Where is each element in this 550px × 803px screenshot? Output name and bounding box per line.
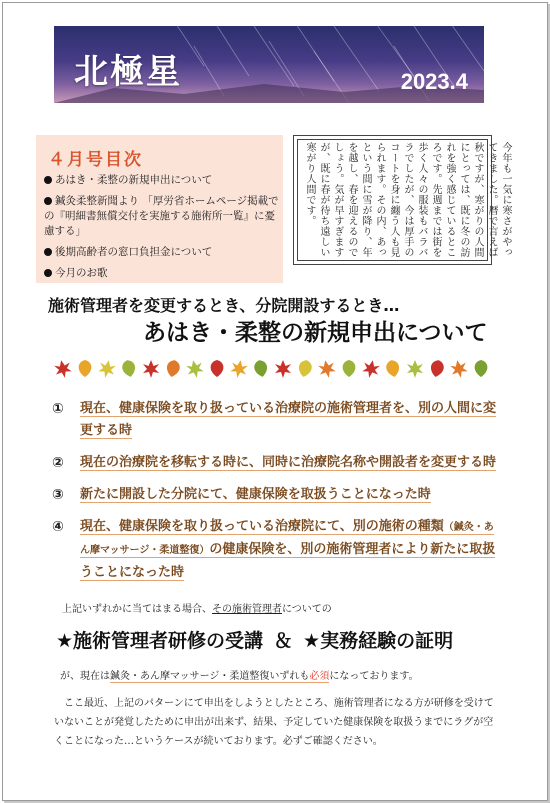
leaf-icon bbox=[475, 360, 488, 377]
case-item: ② 現在の治療院を移転する時に、同時に治療院名称や開設者を変更する時 bbox=[52, 455, 497, 471]
seasonal-column bbox=[293, 135, 511, 265]
article-heading: あはき・柔整の新規申出について bbox=[143, 320, 488, 346]
leaf-icon bbox=[407, 360, 423, 378]
requirements-line bbox=[56, 626, 453, 653]
ampersand: ＆ bbox=[273, 630, 293, 652]
leaf-icon bbox=[429, 359, 445, 378]
condition-note: 上記いずれかに当てはまる場合、その施術管理者についての bbox=[62, 604, 332, 615]
toc-title: ４月号目次 bbox=[48, 150, 143, 170]
leaf-icon bbox=[165, 359, 181, 378]
requirement-experience: ★実務経験の証明 bbox=[303, 630, 454, 652]
toc-item: 鍼灸柔整新聞より 「厚労省ホームページ掲載での『明細書無償交付を実施する施術所一覧』に憂慮する」 bbox=[44, 195, 279, 237]
toc-list bbox=[44, 173, 280, 287]
leaf-icon bbox=[229, 359, 248, 380]
seasonal-column-inner bbox=[297, 139, 511, 261]
toc-item: 今月のお歌 bbox=[44, 266, 280, 281]
must-highlight: 必須 bbox=[309, 671, 330, 682]
newsletter-title: 北極星 bbox=[74, 52, 182, 92]
bullet-icon bbox=[44, 176, 52, 184]
leaf-icon bbox=[185, 359, 204, 380]
leaf-icon bbox=[343, 360, 356, 377]
case-item: ③ 新たに開設した分院にて、健康保険を取扱うことになった時 bbox=[52, 487, 431, 503]
leaf-icon bbox=[449, 359, 468, 380]
leaf-icon bbox=[121, 359, 137, 378]
leaf-icon bbox=[253, 359, 269, 378]
leaf-icon bbox=[385, 359, 401, 378]
seasonal-column-text: 今年も一気に寒さがやってきました。暦で言えば秋ですが、寒がりの人間にとっては、既に冬の訪れを強く感じているところです。先週までは街を歩く人々の服装もバラバラでしたが、今は厚手のコートを身に纏う人も見られます。その内、あっという間に雪が降り、年を越し、春を迎えるのでしょう。気が早すぎますが、既に春が待ち遠しい寒がり人間です。 bbox=[304, 142, 511, 258]
article-subheading: 施術管理者を変更するとき、分院開設するとき… bbox=[48, 296, 400, 315]
case-item: ④ 現在、健康保険を取り扱っている治療院にて、別の施術の種類（鍼灸・あん摩マッサージ・柔道整復）の健康保険を、別の施術管理者により新たに取扱うことになった時 bbox=[52, 519, 496, 580]
leaf-icon bbox=[97, 359, 116, 380]
requirement-note: が、現在は鍼灸・あん摩マッサージ・柔道整復いずれも必須になっております。 bbox=[60, 671, 419, 682]
leaf-icon bbox=[79, 360, 92, 377]
leaf-icon bbox=[211, 360, 224, 377]
table-of-contents bbox=[36, 135, 283, 283]
leaf-icon bbox=[361, 359, 380, 380]
leaf-icon bbox=[275, 360, 291, 378]
autumn-leaves-border bbox=[52, 356, 492, 382]
leaf-icon bbox=[53, 359, 72, 380]
case-list bbox=[52, 398, 502, 594]
bullet-icon bbox=[44, 197, 52, 205]
closing-paragraph: ここ最近、上記のパターンにて申出をしようとしたところ、施術管理者になる方が研修を受けていないことが発覚したために申出が出来ず、結果、予定していた健康保険を取扱うまでにラグが空くことになった…というケースが続いております。必ずご確認ください。 bbox=[54, 698, 494, 747]
issue-date: 2023.4 bbox=[400, 69, 468, 94]
leaf-icon bbox=[297, 359, 313, 378]
leaf-icon bbox=[143, 360, 159, 378]
newsletter-header bbox=[54, 26, 484, 103]
toc-item: 後期高齢者の窓口負担金について bbox=[44, 245, 280, 260]
toc-item: あはき・柔整の新規申出について bbox=[44, 173, 280, 188]
bullet-icon bbox=[44, 248, 52, 256]
leaf-icon bbox=[317, 359, 336, 380]
bullet-icon bbox=[44, 269, 52, 277]
requirement-training: ★施術管理者研修の受講 bbox=[56, 630, 264, 652]
case-item: ① 現在、健康保険を取り扱っている治療院の施術管理者を、別の人間に変更する時 bbox=[52, 401, 497, 438]
